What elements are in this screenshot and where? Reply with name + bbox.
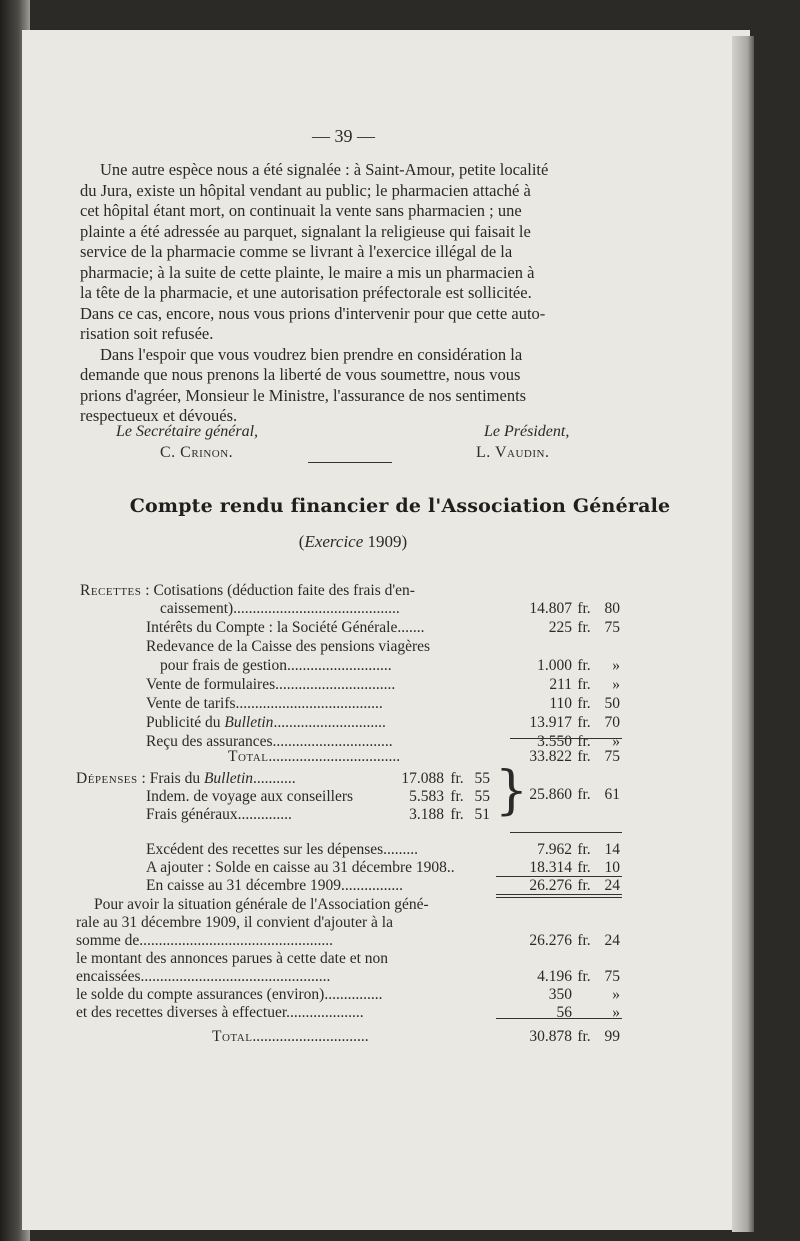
situation-amount	[500, 932, 624, 950]
label-italic: Bulletin	[203, 770, 254, 787]
amount-centimes: 55	[474, 770, 490, 787]
letter-line: la tête de la pharmacie, et une autorisation préfectorale est sollicitée.	[80, 283, 532, 302]
amount-francs: 25.860	[529, 786, 572, 803]
amount-centimes: 51	[474, 806, 490, 823]
recettes-amount	[500, 619, 624, 637]
amount-centimes: 24	[604, 877, 620, 894]
situation-amount	[500, 986, 624, 1004]
amount-centimes: 61	[604, 786, 620, 803]
total-word: Total	[228, 748, 269, 765]
amount-francs: 4.196	[537, 968, 572, 985]
signature-secretary-title: Le Secrétaire général,	[116, 423, 259, 440]
amount-centimes: 24	[604, 932, 620, 949]
letter-line: du Jura, existe un hôpital vendant au public; le pharmacien attaché à	[80, 180, 531, 200]
balance-item: En caisse au 31 décembre 1909................	[146, 877, 403, 894]
situation-line: Pour avoir la situation générale de l'Association géné-	[94, 896, 429, 913]
page-number: — 39 —	[312, 126, 375, 146]
recettes-item: Publicité du Bulletin.............................	[146, 714, 386, 731]
situation-total-amount	[500, 1028, 624, 1046]
recettes-item: pour frais de gestion...........................	[160, 657, 392, 674]
letter-line: prions d'agréer, Monsieur le Ministre, l'assurance de nos sentiments	[80, 385, 527, 405]
amount-francs: 56	[556, 1004, 572, 1021]
amount-unit: fr.	[577, 714, 591, 731]
letter-line: service de la pharmacie comme se livrant à l'exercice illégal de la	[80, 242, 513, 261]
balance-item: A ajouter : Solde en caisse au 31 décembre 1908..	[146, 859, 455, 876]
situation-total-label: Total..............................	[212, 1028, 369, 1045]
amount-unit: fr.	[577, 695, 591, 712]
amount-unit: fr.	[450, 788, 464, 805]
amount-unit: fr.	[577, 859, 591, 876]
amount-unit: fr.	[577, 877, 591, 894]
letter-line: Une autre espèce nous a été signalée : à Saint-Amour, petite localité	[100, 160, 549, 179]
amount-centimes: 75	[604, 619, 620, 636]
balance-amount	[500, 859, 624, 877]
depenses-subamount	[384, 788, 492, 807]
amount-unit: fr.	[577, 600, 591, 617]
page-edge	[732, 36, 754, 1232]
rule	[510, 738, 622, 739]
letter-line: pharmacie; à la suite de cette plainte, le maire a mis un pharmacien à	[80, 262, 535, 282]
letter-body	[80, 160, 622, 427]
amount-centimes: »	[612, 676, 620, 693]
amount-francs: 211	[549, 676, 572, 693]
depenses-brace: }	[495, 761, 529, 821]
amount-centimes: 99	[604, 1028, 620, 1045]
amount-unit: fr.	[577, 657, 591, 674]
situation-amount	[500, 968, 624, 986]
balance-amount	[500, 877, 624, 895]
recettes-amount	[500, 657, 624, 675]
amount-francs: 26.276	[529, 877, 572, 894]
amount-unit: fr.	[577, 932, 591, 949]
amount-francs: 26.276	[529, 932, 572, 949]
signature-divider	[308, 462, 392, 463]
recettes-total-label: Total..................................	[228, 748, 401, 765]
rule	[510, 832, 622, 833]
signature-secretary-name: C. Crinon.	[160, 444, 234, 461]
amount-francs: 225	[548, 619, 572, 636]
amount-francs: 30.878	[529, 1028, 572, 1045]
signature-president-name: L. Vaudin.	[476, 444, 550, 461]
rule	[496, 876, 622, 877]
amount-centimes: »	[612, 986, 620, 1003]
recettes-amount	[500, 714, 624, 732]
amount-centimes: 75	[604, 968, 620, 985]
amount-francs: 1.000	[537, 657, 572, 674]
amount-unit: fr.	[577, 968, 591, 985]
amount-unit: fr.	[577, 748, 591, 765]
amount-francs: 3.550	[537, 733, 572, 750]
amount-unit: fr.	[577, 733, 591, 750]
recettes-item: Vente de tarifs......................................	[146, 695, 383, 712]
amount-unit: fr.	[577, 676, 591, 693]
letter-line: Dans l'espoir que vous voudrez bien prendre en considération la	[100, 344, 523, 364]
amount-francs: 3.188	[409, 806, 444, 823]
signature-president-title: Le Président,	[484, 423, 570, 440]
report-title: Compte rendu financier de l'Association Générale	[129, 495, 671, 517]
amount-centimes: 10	[604, 859, 620, 876]
amount-unit: fr.	[450, 806, 464, 823]
recettes-amount	[500, 600, 624, 618]
rule	[496, 897, 622, 898]
amount-francs: 18.314	[529, 859, 572, 876]
depenses-item: Indem. de voyage aux conseillers	[146, 788, 354, 805]
situation-item: le montant des annonces parues à cette date et non	[76, 950, 389, 967]
amount-centimes: 75	[604, 748, 620, 765]
depenses-subamount	[384, 770, 492, 789]
rule	[496, 1018, 622, 1019]
amount-centimes: 14	[604, 841, 620, 858]
amount-unit: fr.	[577, 619, 591, 636]
amount-unit: fr.	[577, 786, 591, 803]
letter-line: cet hôpital étant mort, on continuait la vente sans pharmacien ; une	[80, 201, 522, 220]
total-word: Total	[212, 1028, 253, 1045]
recettes-item: Reçu des assurances...............................	[146, 733, 393, 750]
recettes-line: Recettes : Cotisations (déduction faite des frais d'en-	[80, 582, 415, 599]
letter-line: demande que nous prenons la liberté de vous soumettre, nous vous	[80, 365, 521, 384]
letter-line: Dans ce cas, encore, nous vous prions d'intervenir pour que cette auto-	[80, 303, 546, 323]
amount-centimes: »	[612, 1004, 620, 1021]
amount-unit: fr.	[577, 1028, 591, 1045]
recettes-amount	[500, 695, 624, 713]
recettes-item: caissement)...........................................	[160, 600, 400, 617]
depenses-heading: Dépenses	[76, 770, 138, 787]
situation-item: encaissées.................................................	[76, 968, 331, 985]
situation-item: et des recettes diverses à effectuer....................	[76, 1004, 364, 1021]
amount-francs: 110	[549, 695, 572, 712]
report-subtitle: (Exercice 1909)	[298, 532, 408, 551]
amount-francs: 14.807	[529, 600, 572, 617]
amount-francs: 350	[548, 986, 572, 1003]
situation-line: rale au 31 décembre 1909, il convient d'ajouter à la	[76, 914, 393, 931]
situation-item: le solde du compte assurances (environ)...............	[76, 986, 383, 1003]
recettes-amount	[500, 676, 624, 694]
letter-line: risation soit refusée.	[80, 324, 214, 343]
recettes-item: Intérêts du Compte : la Société Générale.......	[146, 619, 425, 636]
amount-francs: 5.583	[409, 788, 444, 805]
situation-amount	[500, 1004, 624, 1022]
amount-francs: 17.088	[401, 770, 444, 787]
amount-centimes: 80	[604, 600, 620, 617]
depenses-subamount	[384, 806, 492, 825]
letter-line: respectueux et dévoués.	[80, 406, 238, 425]
letter-line: plainte a été adressée au parquet, signalant la religieuse qui faisait le	[80, 221, 531, 241]
amount-centimes: 50	[604, 695, 620, 712]
amount-centimes: 55	[474, 788, 490, 805]
depenses-item: Frais généraux..............	[146, 806, 292, 823]
amount-francs: 7.962	[537, 841, 572, 858]
amount-centimes: 70	[604, 714, 620, 731]
depenses-line: Dépenses : Frais du Bulletin...........	[76, 770, 296, 787]
recettes-item: Vente de formulaires...............................	[146, 676, 396, 693]
amount-francs: 33.822	[529, 748, 572, 765]
amount-centimes: »	[612, 733, 620, 750]
amount-centimes: »	[612, 657, 620, 674]
balance-item: Excédent des recettes sur les dépenses.........	[146, 841, 419, 858]
label-italic: Bulletin	[224, 714, 274, 731]
balance-amount	[500, 841, 624, 859]
amount-unit: fr.	[450, 770, 464, 787]
amount-unit: fr.	[577, 841, 591, 858]
rule	[496, 894, 622, 895]
recettes-item: Redevance de la Caisse des pensions viagères	[146, 638, 431, 655]
recettes-heading: Recettes	[80, 582, 142, 599]
situation-item: somme de..................................................	[76, 932, 334, 949]
amount-francs: 13.917	[529, 714, 572, 731]
